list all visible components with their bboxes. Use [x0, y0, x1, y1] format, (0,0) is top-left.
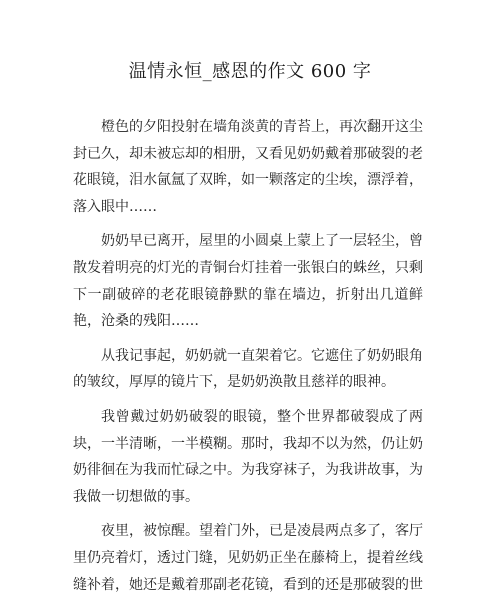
article-body: [73, 114, 423, 606]
paragraph-2: 奶奶早已离开，屋里的小圆桌上蒙上了一层轻尘，曾散发着明亮的灯光的青铜台灯挂着一张银白的蛛丝，只剩下一副破碎的老花眼镜静默的靠在墙边，折射出几道鲜艳，沧桑的残阳……: [73, 233, 423, 330]
article-title: 温情永恒_感恩的作文 600 字: [128, 61, 372, 82]
paragraph-4: 我曾戴过奶奶破裂的眼镜，整个世界都破裂成了两块，一半清晰，一半模糊。那时，我却不以为然，仍让奶奶徘徊在为我而忙碌之中。为我穿袜子，为我讲故事，为我做一切想做的事。: [73, 408, 423, 505]
paragraph-3: 从我记事起，奶奶就一直架着它。它遮住了奶奶眼角的皱纹，厚厚的镜片下，是奶奶涣散且慈祥的眼神。: [73, 347, 423, 391]
paragraph-1: 橙色的夕阳投射在墙角淡黄的青苔上，再次翻开这尘封已久，却未被忘却的相册，又看见奶奶戴着那破裂的老花眼镜，泪水氤氲了双眸，如一颗落定的尘埃，漂浮着，落入眼中……: [73, 119, 423, 215]
paragraph-5: 夜里，被惊醒。望着门外，已是凌晨两点多了，客厅里仍亮着灯，透过门缝，见奶奶正坐在藤椅上，提着丝线缝补着，她还是戴着那副老花镜，看到的还是那破裂的世: [73, 523, 423, 593]
